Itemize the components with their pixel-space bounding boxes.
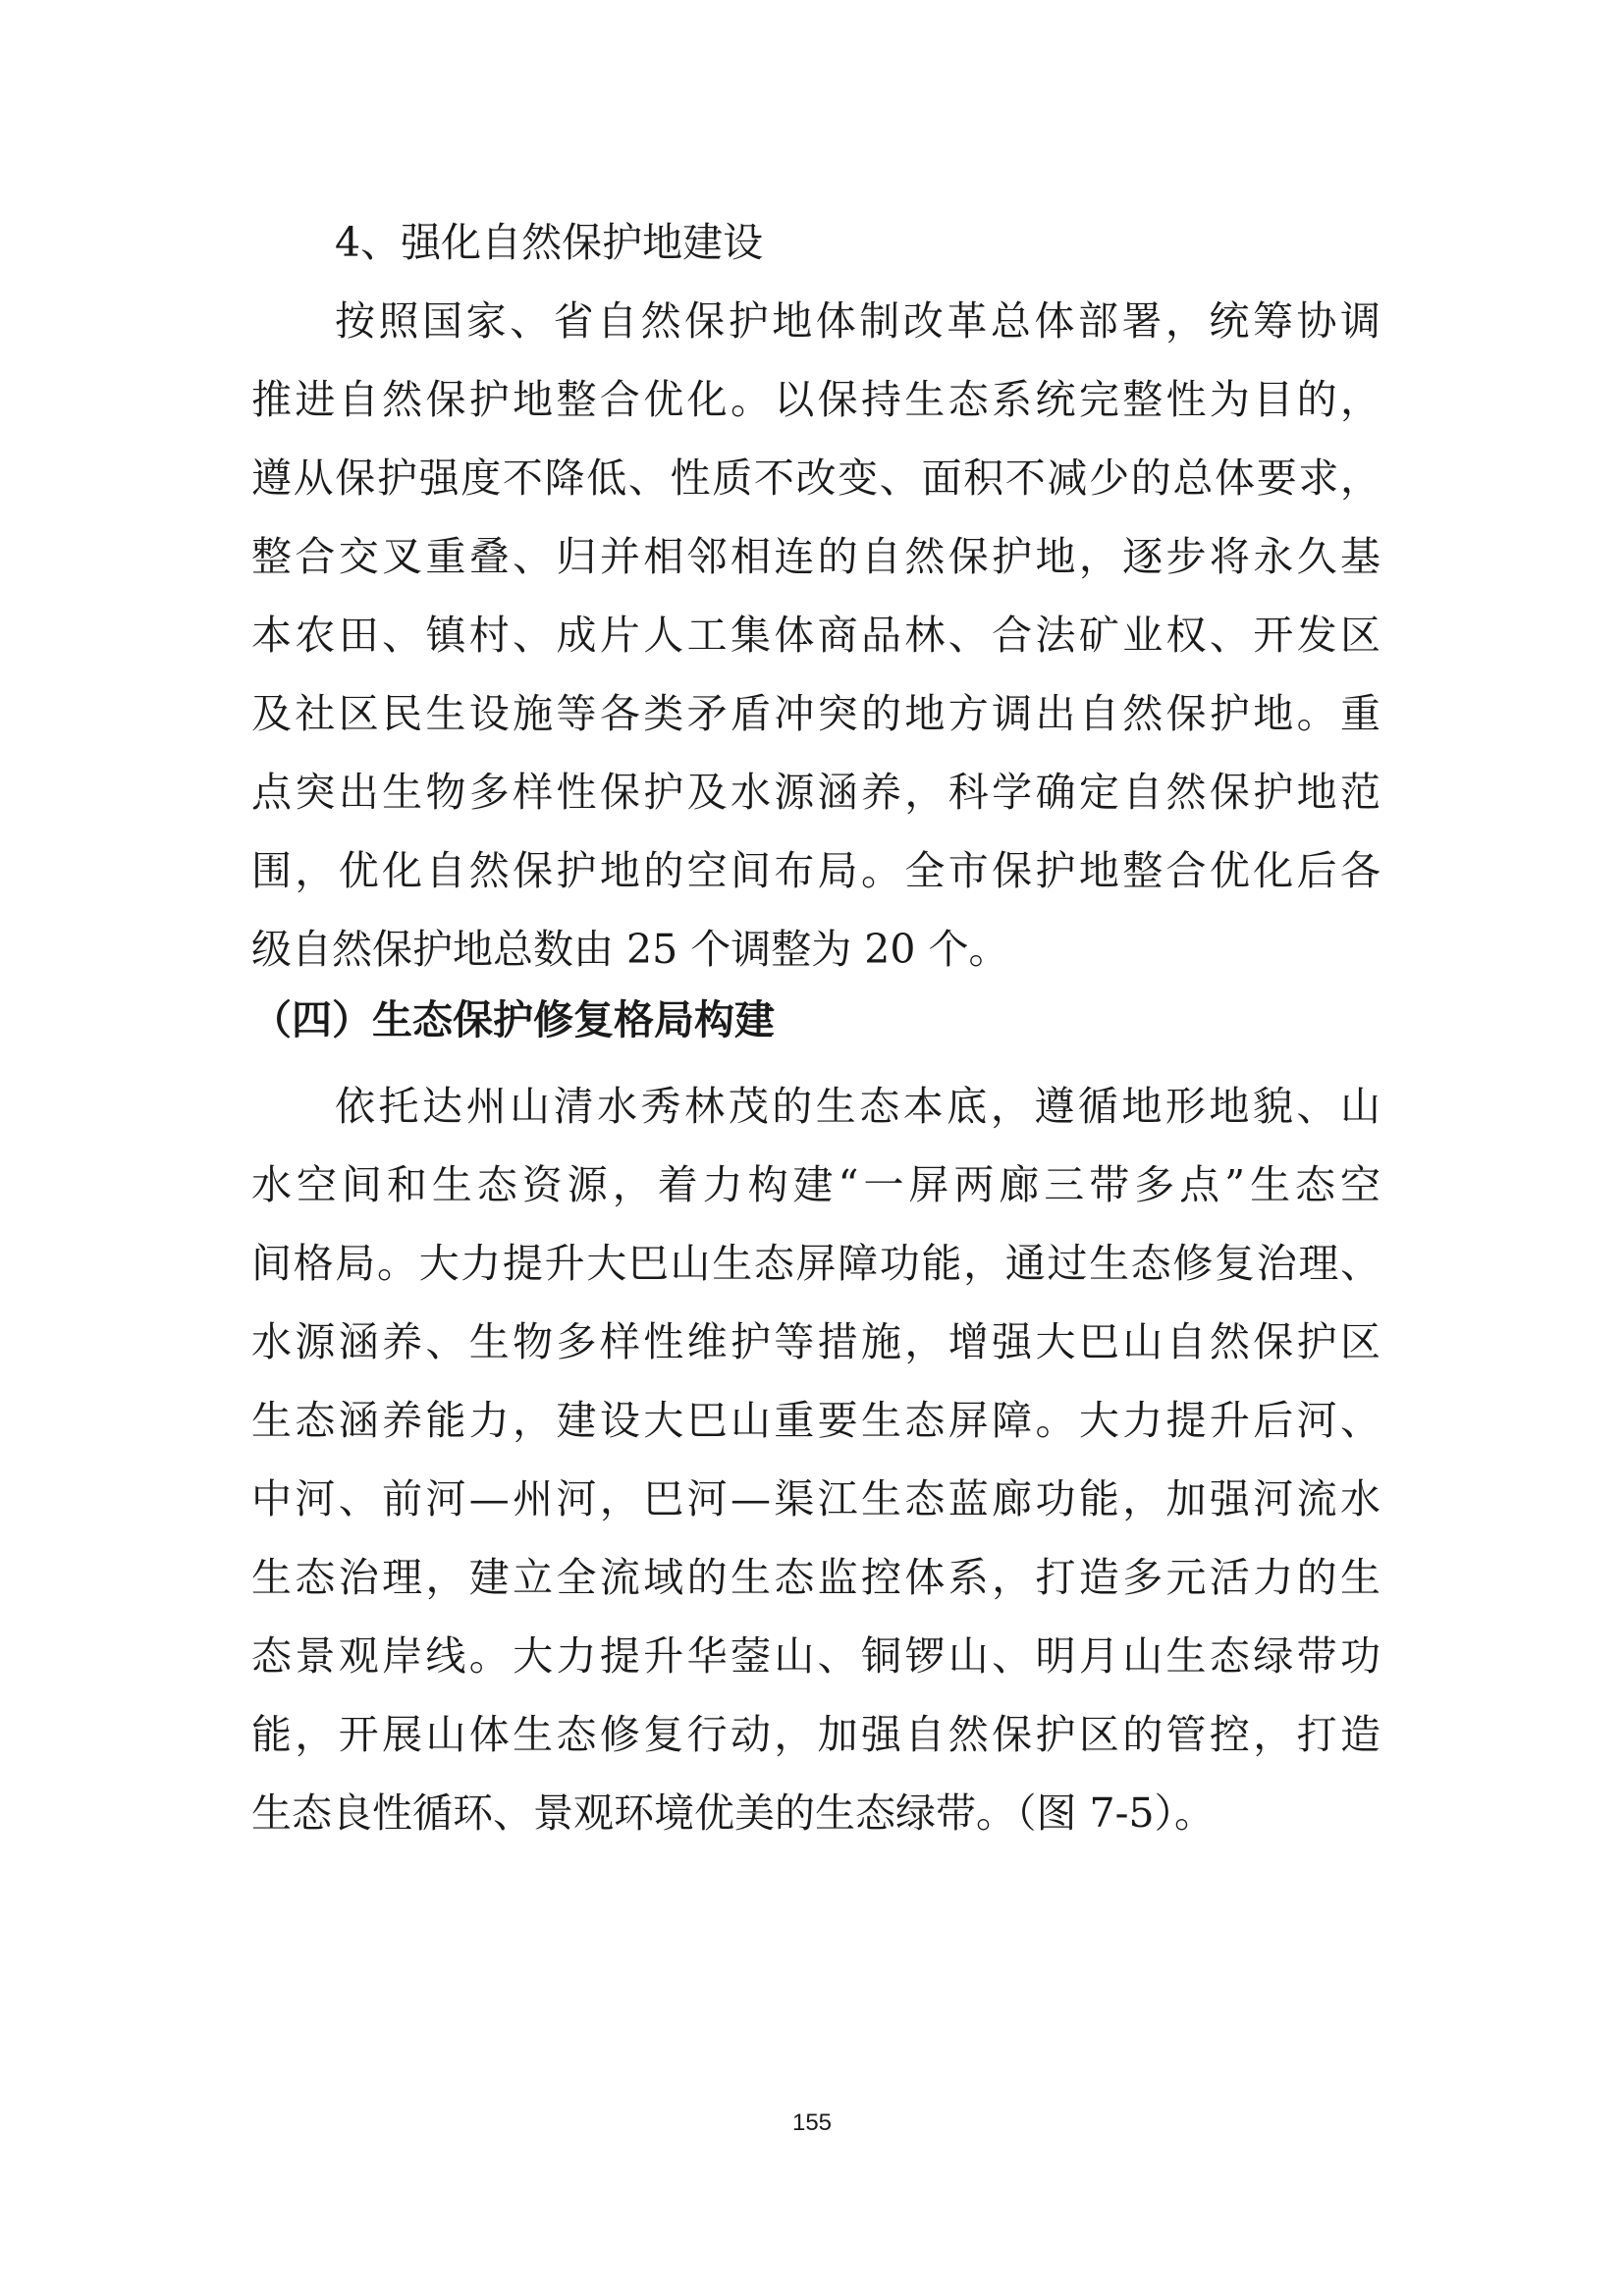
paragraph-line: 点突出生物多样性保护及水源涵养，科学确定自然保护地范 xyxy=(251,769,1380,816)
paragraph-line: 整合交叉重叠、归并相邻相连的自然保护地，逐步将永久基 xyxy=(251,533,1380,580)
paragraph-line: 水源涵养、生物多样性维护等措施，增强大巴山自然保护区 xyxy=(251,1318,1380,1365)
paragraph-line: 按照国家、省自然保护地体制改革总体部署，统筹协调 xyxy=(335,297,1380,345)
paragraph-line: 级自然保护地总数由 25 个调整为 20 个。 xyxy=(251,926,1009,973)
paragraph-line: 态景观岸线。大力提升华蓥山、铜锣山、明月山生态绿带功 xyxy=(251,1632,1380,1680)
paragraph-line: 推进自然保护地整合优化。以保持生态系统完整性为目的， xyxy=(251,376,1380,423)
paragraph-line: 间格局。大力提升大巴山生态屏障功能，通过生态修复治理、 xyxy=(251,1240,1380,1287)
paragraph-line: 生态良性循环、景观环境优美的生态绿带。（图 7-5）。 xyxy=(251,1789,1216,1837)
paragraph-line: 及社区民生设施等各类矛盾冲突的地方调出自然保护地。重 xyxy=(251,690,1380,737)
section-heading: （四）生态保护修复格局构建 xyxy=(251,996,775,1043)
paragraph-line: 生态涵养能力，建设大巴山重要生态屏障。大力提升后河、 xyxy=(251,1397,1380,1444)
paragraph-line: 生态治理，建立全流域的生态监控体系，打造多元活力的生 xyxy=(251,1554,1380,1601)
paragraph-line: 水空间和生态资源，着力构建“一屏两廊三带多点”生态空 xyxy=(251,1161,1380,1208)
paragraph-line: 本农田、镇村、成片人工集体商品林、合法矿业权、开发区 xyxy=(251,612,1380,659)
paragraph-line: 遵从保护强度不降低、性质不改变、面积不减少的总体要求， xyxy=(251,454,1380,502)
page-number: 155 xyxy=(791,2109,833,2136)
paragraph-line: 中河、前河—州河，巴河—渠江生态蓝廊功能，加强河流水 xyxy=(251,1475,1380,1522)
subsection-heading: 4、强化自然保护地建设 xyxy=(335,219,764,266)
paragraph-line: 围，优化自然保护地的空间布局。全市保护地整合优化后各 xyxy=(251,847,1380,894)
paragraph-line: 能，开展山体生态修复行动，加强自然保护区的管控，打造 xyxy=(251,1711,1380,1758)
paragraph-line: 依托达州山清水秀林茂的生态本底，遵循地形地貌、山 xyxy=(335,1083,1380,1130)
